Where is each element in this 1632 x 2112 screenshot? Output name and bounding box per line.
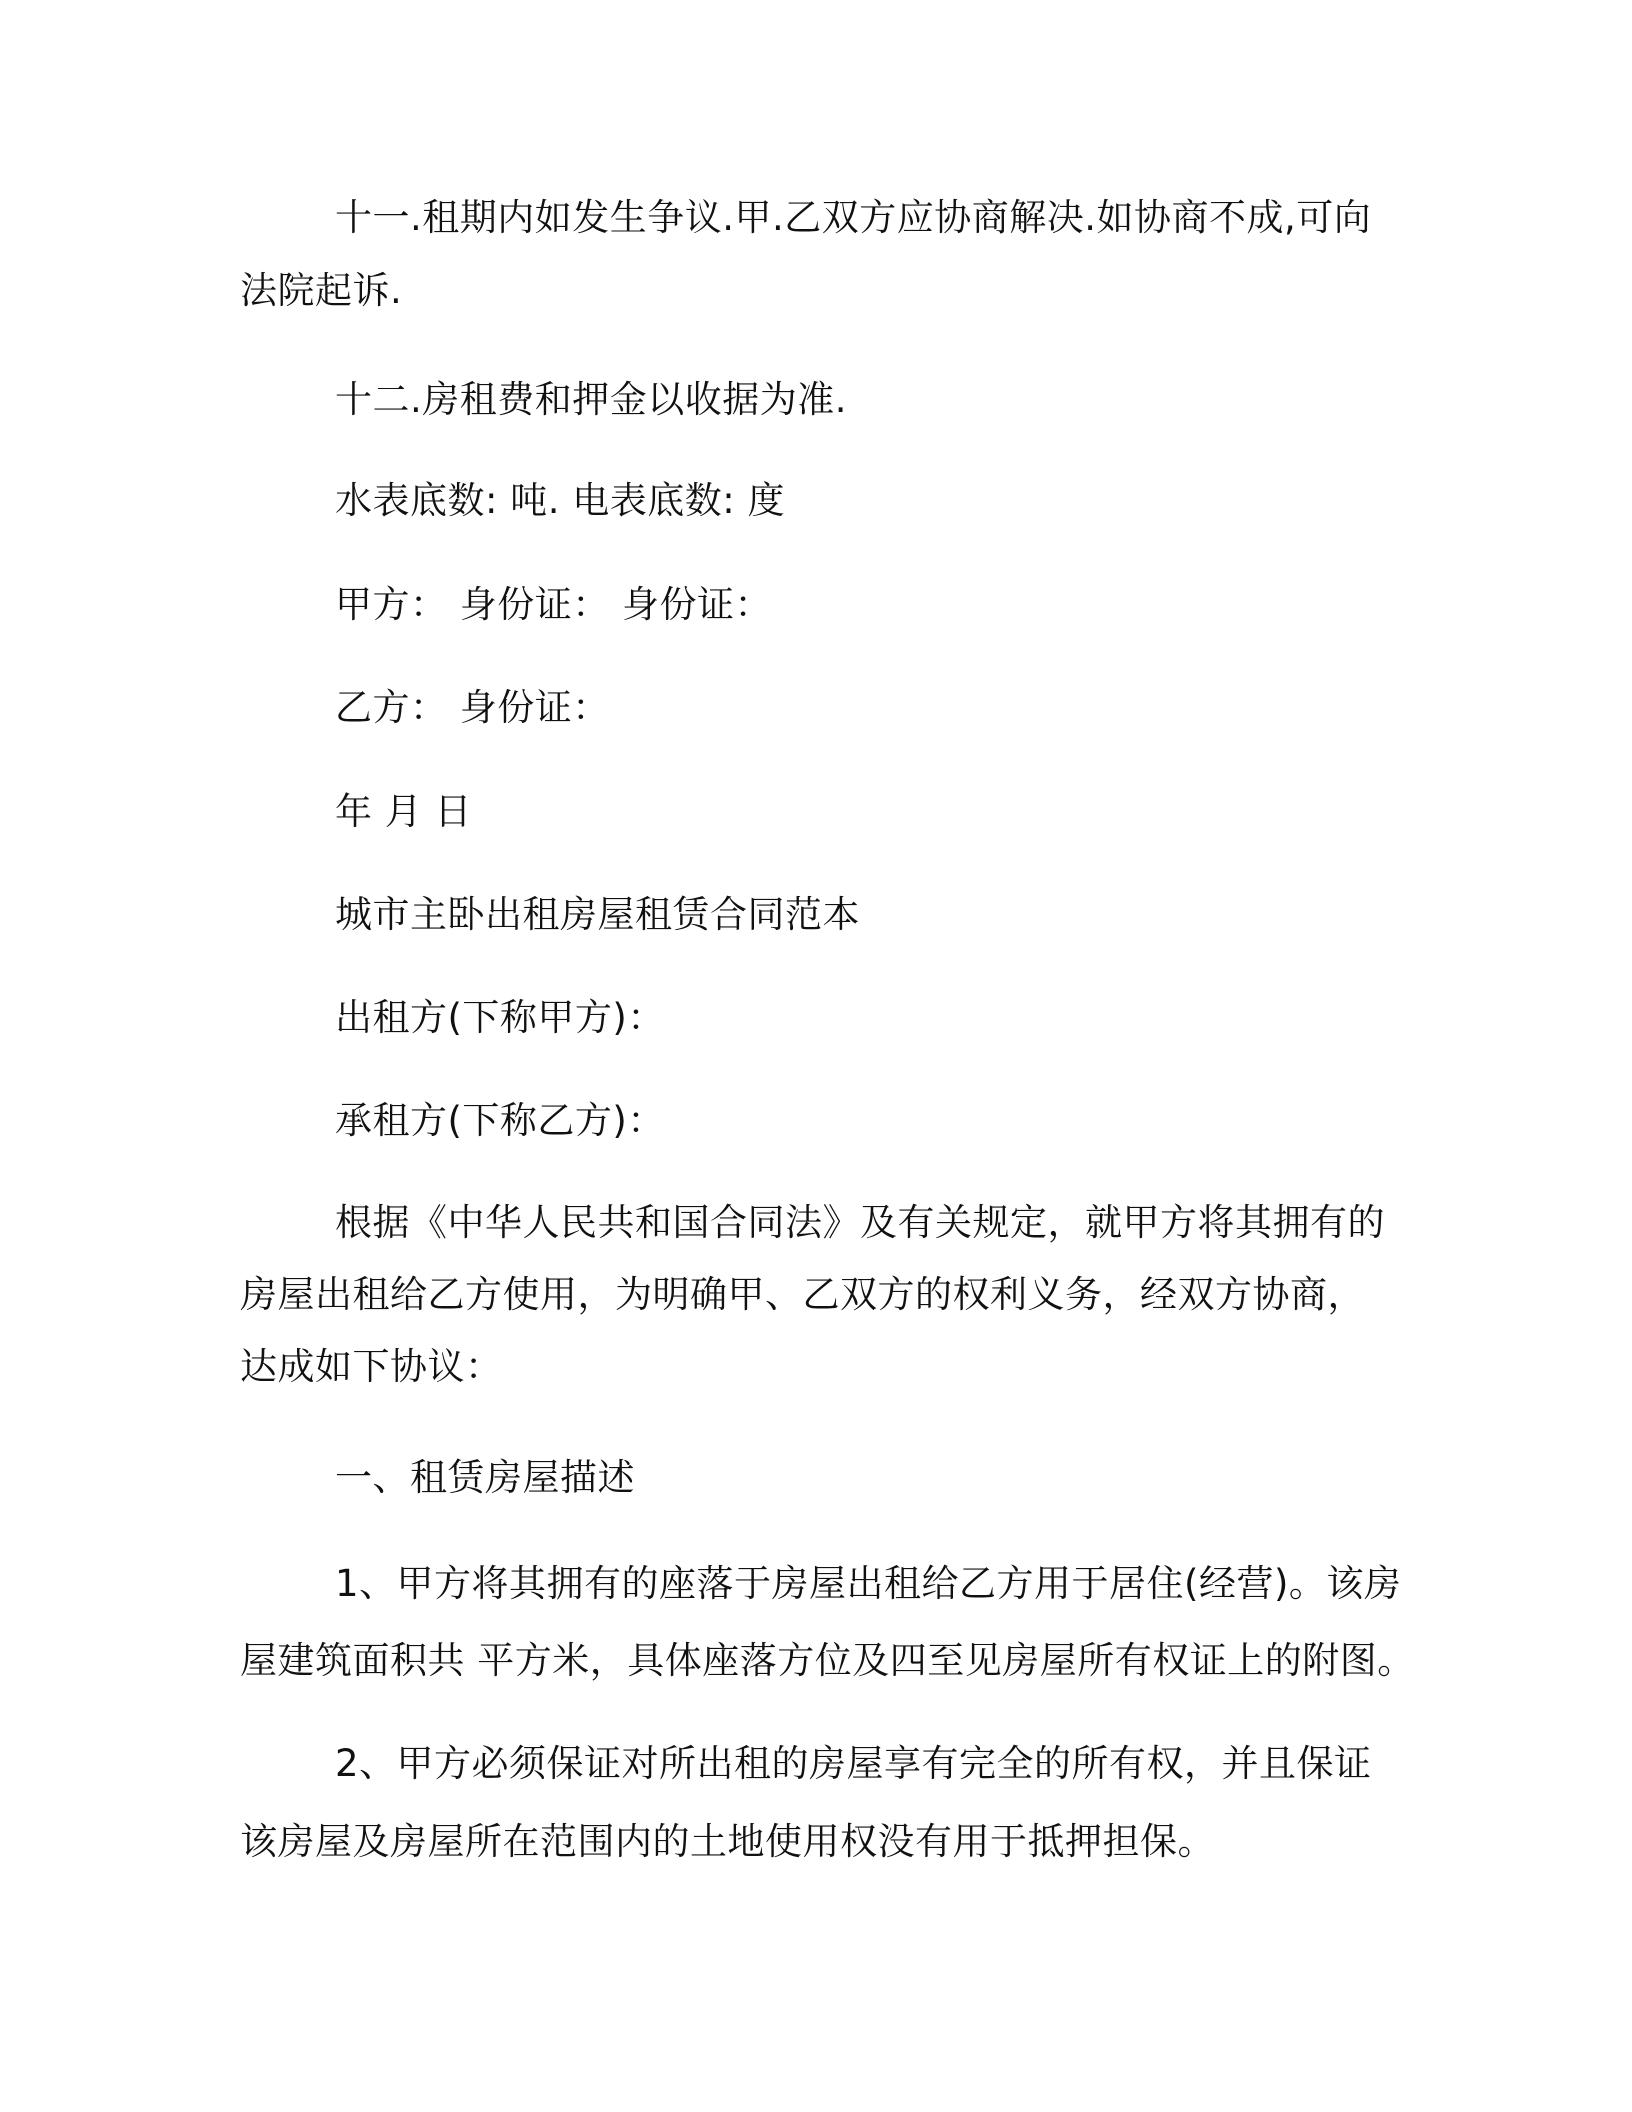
- item-1-line-1: 1、甲方将其拥有的座落于房屋出租给乙方用于居住(经营)。该房: [335, 1562, 1402, 1605]
- clause-12: 十二.房租费和押金以收据为准.: [335, 378, 848, 421]
- item-2-line-2: 该房屋及房屋所在范围内的土地使用权没有用于抵押担保。: [240, 1820, 1215, 1863]
- preamble-line-3: 达成如下协议：: [240, 1345, 503, 1388]
- clause-11-line-2: 法院起诉.: [240, 269, 403, 312]
- preamble-line-2: 房屋出租给乙方使用，为明确甲、乙双方的权利义务，经双方协商，: [240, 1273, 1365, 1316]
- contract-title: 城市主卧出租房屋租赁合同范本: [335, 893, 860, 936]
- preamble-line-1: 根据《中华人民共和国合同法》及有关规定，就甲方将其拥有的: [335, 1201, 1385, 1244]
- clause-11-line-1: 十一.租期内如发生争议.甲.乙双方应协商解决.如协商不成,可向: [335, 196, 1372, 239]
- date-line: 年 月 日: [335, 790, 473, 833]
- item-1-line-2: 屋建筑面积共 平方米，具体座落方位及四至见房屋所有权证上的附图。: [240, 1639, 1415, 1682]
- lessee-line: 承租方(下称乙方)：: [335, 1099, 665, 1142]
- party-a-signature-line: 甲方： 身份证： 身份证：: [335, 583, 773, 626]
- section-1-heading: 一、租赁房屋描述: [335, 1456, 635, 1499]
- lessor-line: 出租方(下称甲方)：: [335, 996, 665, 1039]
- party-b-signature-line: 乙方： 身份证：: [335, 686, 610, 729]
- item-2-line-1: 2、甲方必须保证对所出租的房屋享有完全的所有权，并且保证: [335, 1742, 1372, 1785]
- meter-readings: 水表底数: 吨. 电表底数: 度: [335, 479, 785, 522]
